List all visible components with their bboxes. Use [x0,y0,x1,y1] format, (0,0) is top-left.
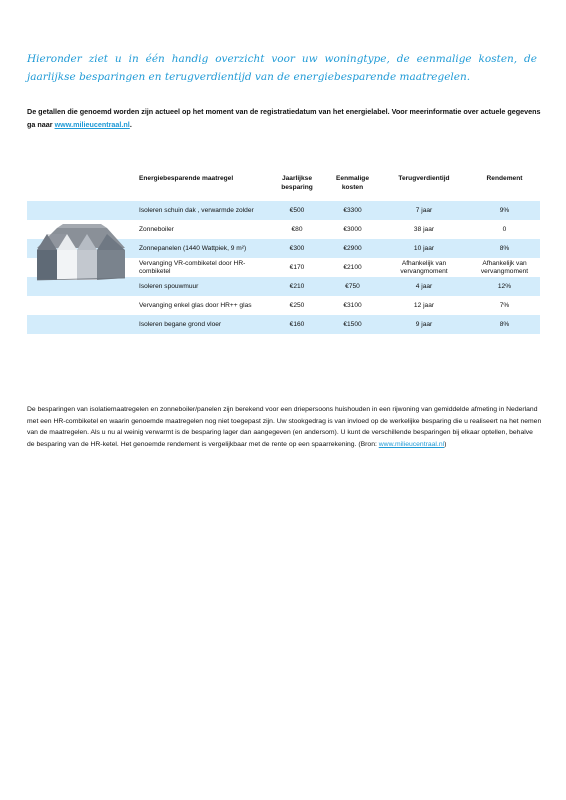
measure-cell: Isoleren spouwmuur [139,282,199,290]
payback-cell: 10 jaar [413,244,435,252]
payback-cell: 7 jaar [415,206,433,214]
cost-cell: €1500 [343,320,362,328]
payback-cell: 38 jaar [413,225,435,233]
return-cell: 7% [499,301,510,309]
footer-end: ) [444,440,447,448]
payback-cell: 9 jaar [415,320,433,328]
cost-cell: €750 [345,282,360,290]
header-return: Rendement [486,175,523,182]
table-row [27,296,540,315]
measure-cell: Vervanging VR-combiketel door HR-combiketel [139,259,246,275]
return-cell: 12% [497,282,512,290]
saving-cell: €80 [291,225,303,233]
table-row [27,315,540,334]
intro-text: Hieronder ziet u in één handig overzicht voor uw woningtype, de eenmalige kosten, de jaarlijkse besparingen en terugverdientijd van de energiebesparende maatregelen. [27,53,537,83]
return-cell: 9% [499,206,510,214]
footer-link[interactable]: www.milieucentraal.nl [378,440,445,448]
header-one-time-cost: Eenmalige kosten [336,175,369,191]
measure-cell: Zonnepanelen (1440 Wattpiek, 9 m²) [139,244,247,252]
table-header [27,170,540,201]
footer-text: De besparingen van isolatiemaatregelen en zonneboiler/panelen zijn berekend voor een driepersoons huishouden in een rijwoning van gemiddelde afmeting in Nederland met een HR-combiketel en waarin genoemde maatregelen nog niet toegepast zijn. Uw stookgedrag is van invloed op de werkelijke besparing die u realiseert na het nemen van de maatregelen. Als u nu al weinig verwarmt is de besparing lager dan aangegeven (en andersom). U kunt de verschillende besparingen bij elkaar optellen, behalve de besparing van de HR-ketel. Het genoemde rendement is vergelijkbaar met de rente op een spaarrekening. (Bron: [27,406,542,448]
row-house-icon [35,222,127,290]
cost-cell: €3100 [343,301,362,309]
return-cell: 8% [499,320,510,328]
info-note-text: De getallen die genoemd worden zijn actueel op het moment van de registratiedatum van het energielabel. Voor meerinformatie over actuele gegevens ga naar [27,107,541,129]
return-cell: Afhankelijk van vervangmoment [480,259,529,275]
info-note [27,105,542,131]
saving-cell: €210 [289,282,305,290]
table-row [27,201,540,220]
measure-cell: Isoleren begane grond vloer [139,320,222,328]
footer-note [27,404,542,450]
header-annual-saving: Jaarlijkse besparing [281,175,313,191]
payback-cell: 4 jaar [415,282,433,290]
header-payback-time: Terugverdientijd [398,175,450,182]
cost-cell: €2900 [343,244,362,252]
measure-cell: Vervanging enkel glas door HR++ glas [139,301,252,309]
saving-cell: €170 [289,263,305,271]
saving-cell: €250 [289,301,305,309]
info-note-link[interactable]: www.milieucentraal.nl [54,120,130,129]
return-cell: 0 [502,225,507,233]
cost-cell: €3300 [343,206,362,214]
cost-cell: €2100 [343,263,362,271]
measure-cell: Zonneboiler [139,225,174,233]
return-cell: 8% [499,244,510,252]
payback-cell: 12 jaar [413,301,435,309]
measure-cell: Isoleren schuin dak , verwarmde zolder [139,206,254,214]
saving-cell: €300 [289,244,305,252]
info-note-end: . [129,120,132,129]
payback-cell: Afhankelijk van vervangmoment [400,259,448,275]
header-measure: Energiebesparende maatregel [139,175,234,182]
saving-cell: €500 [289,206,305,214]
cost-cell: €3000 [343,225,362,233]
saving-cell: €160 [289,320,305,328]
